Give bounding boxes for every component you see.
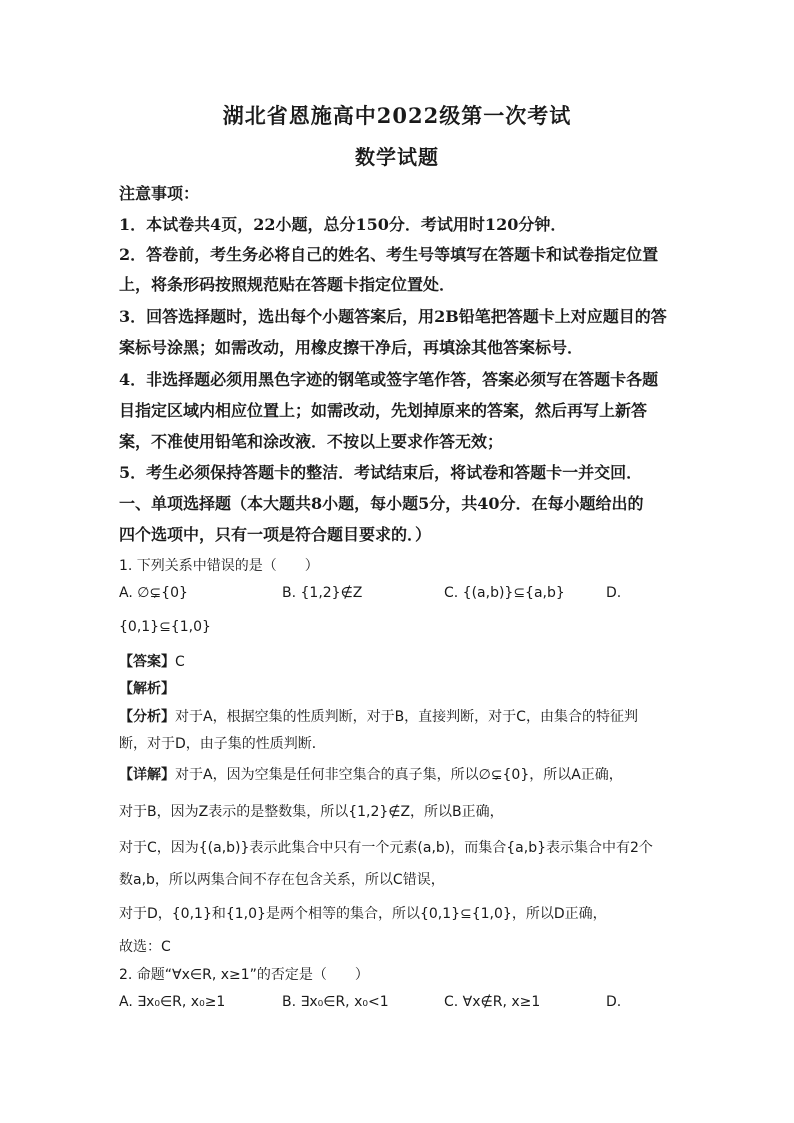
q2-option-a: A. ∃x₀∈R, x₀≥1 <box>119 994 226 1010</box>
q1-conclusion: 故选：C <box>119 939 171 955</box>
answer-value: C <box>175 654 185 670</box>
q1-explain-c: 对于C，因为{(a,b)}表示此集合中只有一个元素(a,b)，而集合{a,b}表示集合中有2个 <box>119 840 653 856</box>
notice-line: 1．本试卷共4页，22小题，总分150分．考试用时120分钟． <box>119 215 567 234</box>
answer-tag: 【答案】 <box>119 654 175 670</box>
q2-option-c: C. ∀x∉R, x≥1 <box>444 994 541 1010</box>
section-heading-cont: 四个选项中，只有一项是符合题目要求的．） <box>119 525 432 544</box>
section-heading: 一、单项选择题（本大题共8小题，每小题5分，共40分．在每小题给出的 <box>119 494 644 513</box>
q1-explain-c-cont: 数a,b，所以两集合间不存在包含关系，所以C错误， <box>119 872 445 888</box>
notice-line: 5．考生必须保持答题卡的整洁．考试结束后，将试卷和答题卡一并交回． <box>119 463 643 482</box>
q2-option-b: B. ∃x₀∈R, x₀<1 <box>282 994 389 1010</box>
notice-line: 案标号涂黑；如需改动，用橡皮擦干净后，再填涂其他答案标号． <box>119 338 584 357</box>
q1-option-b: B. {1,2}∉Z <box>282 585 363 601</box>
q1-option-a: A. ∅⊊{0} <box>119 585 188 601</box>
exam-subtitle: 数学试题 <box>355 145 439 169</box>
q1-option-c: C. {(a,b)}⊆{a,b} <box>444 585 565 601</box>
notice-line: 2．答卷前，考生务必将自己的姓名、考生号等填写在答题卡和试卷指定位置 <box>119 245 659 264</box>
notice-line: 3．回答选择题时，选出每个小题答案后，用2B铅笔把答题卡上对应题目的答 <box>119 307 667 326</box>
q1-option-d-label: D. <box>606 585 622 601</box>
q1-analysis-tag <box>119 678 175 698</box>
xiangjie-tag: 【详解】 <box>119 767 175 783</box>
notice-line: 4．非选择题必须用黑色字迹的钢笔或签字笔作答，答案必须写在答题卡各题 <box>119 370 659 389</box>
q1-explain-d: 对于D，{0,1}和{1,0}是两个相等的集合，所以{0,1}⊆{1,0}，所以D正确， <box>119 906 607 922</box>
q2-option-d-label: D. <box>606 994 622 1010</box>
q1-fenxi-cont: 断，对于D，由子集的性质判断． <box>119 736 326 752</box>
notice-line: 上，将条形码按照规范贴在答题卡指定位置处． <box>119 275 456 294</box>
notice-heading: 注意事项： <box>119 184 200 203</box>
q1-explain-b: 对于B，因为Z表示的是整数集，所以{1,2}∉Z，所以B正确， <box>119 804 504 820</box>
q1-answer <box>119 651 185 671</box>
q1-option-d: {0,1}⊆{1,0} <box>119 619 211 635</box>
q1-xiangjie <box>119 764 623 784</box>
analysis-tag: 【解析】 <box>119 681 175 697</box>
fenxi-tag: 【分析】 <box>119 709 175 725</box>
xiangjie-text: 对于A，因为空集是任何非空集合的真子集，所以∅⊊{0}，所以A正确， <box>175 767 623 783</box>
fenxi-text: 对于A，根据空集的性质判断，对于B，直接判断，对于C，由集合的特征判 <box>175 709 638 725</box>
exam-title: 湖北省恩施高中2022级第一次考试 <box>222 103 572 128</box>
question-1-stem: 1. 下列关系中错误的是（ ） <box>119 558 319 574</box>
q1-fenxi <box>119 706 638 726</box>
notice-line: 案，不准使用铅笔和涂改液．不按以上要求作答无效； <box>119 432 504 451</box>
question-2-stem: 2. 命题“∀x∈R, x≥1”的否定是（ ） <box>119 967 369 983</box>
notice-line: 目指定区域内相应位置上；如需改动，先划掉原来的答案，然后再写上新答 <box>119 401 648 420</box>
